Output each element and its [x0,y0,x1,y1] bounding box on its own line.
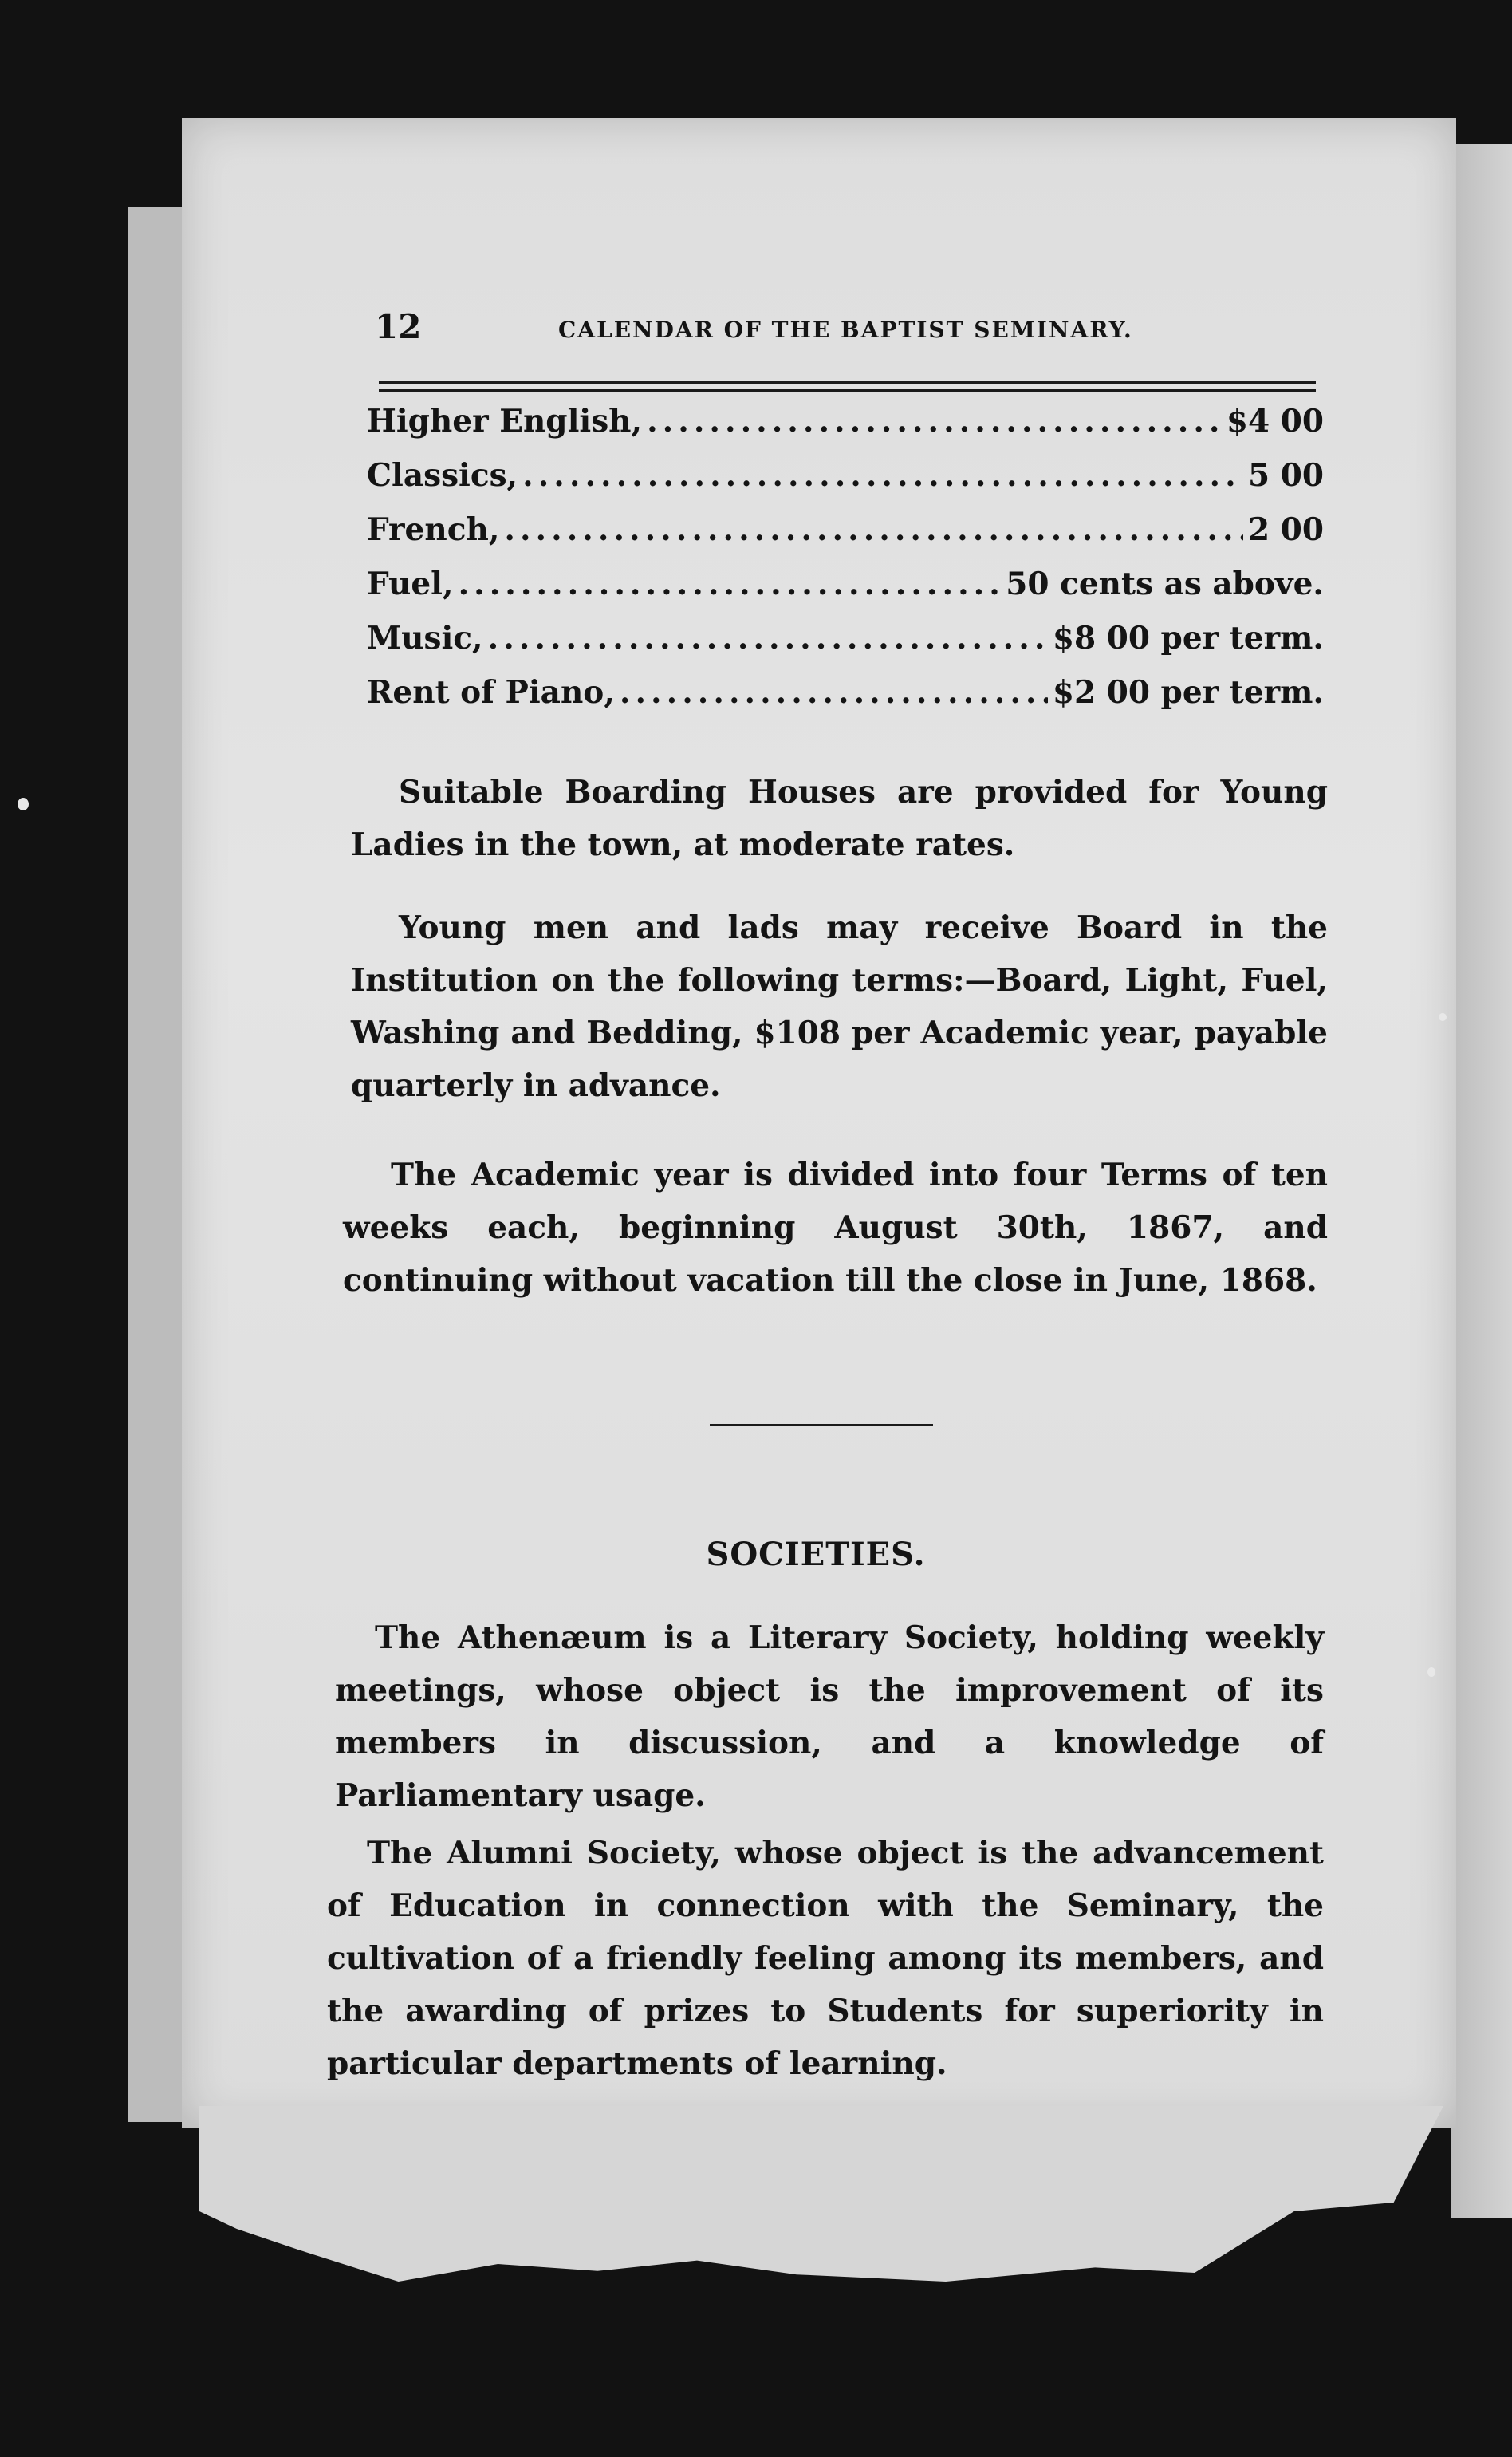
section-divider [710,1424,933,1426]
fee-amount: $8 00 per term. [1052,620,1324,657]
fee-label: Fuel, [367,566,454,602]
fee-row [367,566,1324,620]
fee-row [367,674,1324,728]
leader-dots [647,403,1222,440]
fee-amount: $2 00 per term. [1052,674,1324,711]
athenaeum-paragraph: The Athenæum is a Literary Society, holding weekly meetings, whose object is the improvement of its members in discussion, and a knowledge of Parliamentary usage. [335,1619,1324,1814]
alumni-paragraph: The Alumni Society, whose object is the advancement of Education in connection with the Seminary, the cultivation of a friendly feeling among its members, and the awarding of prizes to Students for superiority in particular departments of learning. [327,1835,1324,2082]
fee-label: French, [367,511,500,548]
fee-row [367,511,1324,566]
societies-heading: SOCIETIES. [706,1536,926,1573]
leader-dots [504,511,1243,548]
leader-dots [620,674,1048,711]
leader-dots [522,457,1243,494]
running-title: CALENDAR OF THE BAPTIST SEMINARY. [558,317,1133,343]
page-number: 12 [375,307,422,346]
header-rule-top [379,381,1316,384]
fee-label: Rent of Piano, [367,674,615,711]
fee-row [367,620,1324,674]
board-terms-paragraph: Young men and lads may receive Board in the Institution on the following terms:—Board, Light, Fuel, Washing and Bedding, $108 per Academic year, payable quarterly in advance. [351,909,1328,1104]
fee-amount: 2 00 [1248,511,1324,548]
fee-label: Classics, [367,457,518,494]
page-header [375,307,1332,355]
boarding-paragraph: Suitable Boarding Houses are provided for Young Ladies in the town, at moderate rates. [351,774,1328,863]
header-rule-bottom [379,389,1316,392]
fee-label: Higher English, [367,403,643,440]
fee-label: Music, [367,620,483,657]
fee-row [367,403,1324,457]
leader-dots [488,620,1048,657]
fee-list [367,403,1324,728]
fee-amount: 50 cents as above. [1006,566,1324,602]
fee-row [367,457,1324,511]
fee-amount: 5 00 [1248,457,1324,494]
fee-amount: $4 00 [1226,403,1324,440]
academic-year-paragraph: The Academic year is divided into four Terms of ten weeks each, beginning August 30th, 1867, and continuing without vacation till the close in June, 1868. [343,1157,1328,1299]
leader-dots [459,566,1002,602]
